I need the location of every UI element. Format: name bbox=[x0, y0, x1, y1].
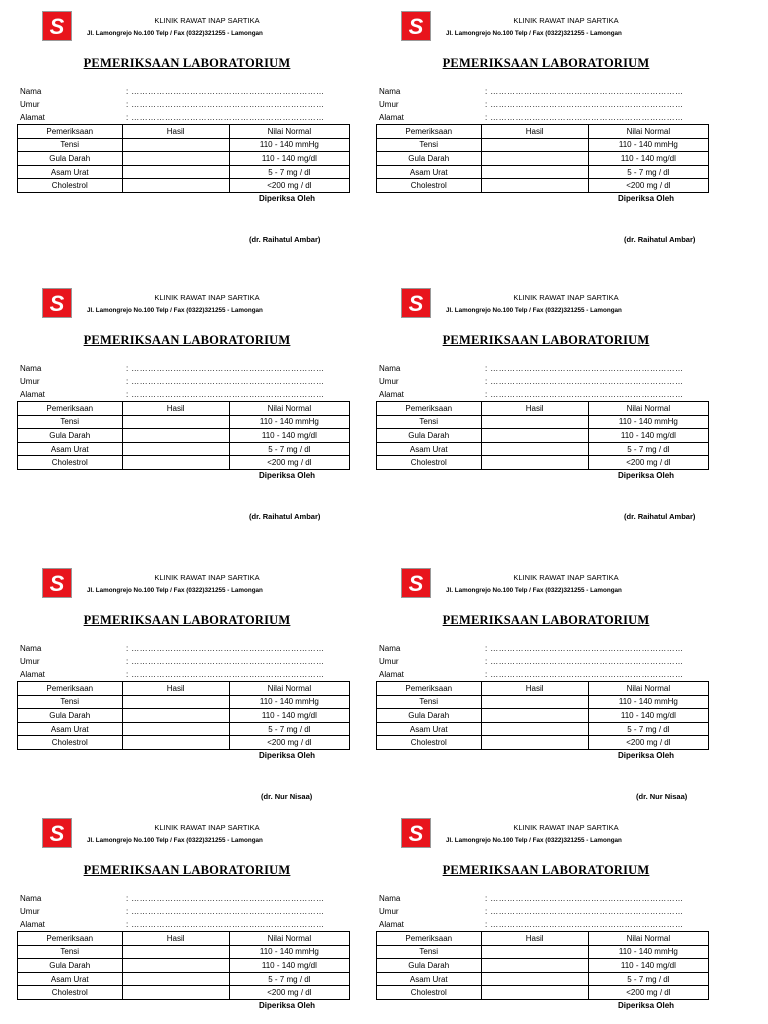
normal-value-cell: 110 - 140 mg/dl bbox=[588, 709, 708, 723]
table-header-row bbox=[18, 402, 350, 416]
table-row bbox=[377, 709, 709, 723]
table-row bbox=[18, 165, 350, 179]
test-name-cell: Gula Darah bbox=[377, 959, 482, 973]
test-name-cell: Cholestrol bbox=[18, 179, 123, 193]
test-name-cell: Asam Urat bbox=[377, 442, 482, 456]
result-cell[interactable] bbox=[122, 972, 229, 986]
logo-letter: S bbox=[49, 571, 65, 596]
normal-value-cell: <200 mg / dl bbox=[588, 456, 708, 470]
test-name-cell: Asam Urat bbox=[377, 972, 482, 986]
logo-letter: S bbox=[49, 14, 65, 39]
result-cell[interactable] bbox=[481, 959, 588, 973]
normal-value-cell: <200 mg / dl bbox=[229, 456, 349, 470]
field-label: Nama bbox=[20, 894, 42, 903]
test-name-cell: Tensi bbox=[377, 138, 482, 152]
logo-letter: S bbox=[408, 821, 424, 846]
test-name-cell: Gula Darah bbox=[18, 429, 123, 443]
normal-value-cell: 110 - 140 mg/dl bbox=[229, 429, 349, 443]
result-cell[interactable] bbox=[122, 722, 229, 736]
normal-value-cell: 110 - 140 mmHg bbox=[229, 695, 349, 709]
clinic-name: KLINIK RAWAT INAP SARTIKA bbox=[154, 823, 260, 832]
result-cell[interactable] bbox=[122, 152, 229, 166]
lab-form-card bbox=[17, 568, 357, 838]
result-cell[interactable] bbox=[122, 695, 229, 709]
table-row bbox=[18, 695, 350, 709]
table-row bbox=[18, 152, 350, 166]
test-name-cell: Tensi bbox=[18, 415, 123, 429]
table-row bbox=[18, 456, 350, 470]
result-cell[interactable] bbox=[122, 165, 229, 179]
doctor-signature-name: (dr. Nur Nisaa) bbox=[261, 792, 313, 801]
field-label: Umur bbox=[379, 100, 399, 109]
field-label: Nama bbox=[379, 894, 401, 903]
normal-value-cell: 5 - 7 mg / dl bbox=[588, 972, 708, 986]
table-row bbox=[18, 442, 350, 456]
table-header-row bbox=[377, 125, 709, 139]
field-label: Alamat bbox=[20, 920, 45, 929]
test-name-cell: Cholestrol bbox=[18, 736, 123, 750]
table-row bbox=[377, 415, 709, 429]
normal-value-cell: 110 - 140 mg/dl bbox=[588, 429, 708, 443]
test-name-cell: Gula Darah bbox=[377, 152, 482, 166]
column-header: Nilai Normal bbox=[588, 932, 708, 946]
test-name-cell: Asam Urat bbox=[18, 722, 123, 736]
lab-form-card bbox=[376, 818, 716, 1024]
table-row bbox=[18, 945, 350, 959]
field-value-line[interactable]: : …………………………………………………………… bbox=[126, 377, 325, 386]
field-value-line[interactable]: : …………………………………………………………… bbox=[126, 390, 325, 399]
field-label: Umur bbox=[379, 377, 399, 386]
clinic-address: Jl. Lamongrejo No.100 Telp / Fax (0322)321255 - Lamongan bbox=[446, 837, 622, 844]
clinic-name: KLINIK RAWAT INAP SARTIKA bbox=[513, 573, 619, 582]
table-row bbox=[18, 179, 350, 193]
doctor-signature-name: (dr. Raihatul Ambar) bbox=[249, 235, 321, 244]
field-value-line[interactable]: : …………………………………………………………… bbox=[485, 907, 684, 916]
doctor-signature-name: (dr. Raihatul Ambar) bbox=[624, 512, 696, 521]
result-cell[interactable] bbox=[122, 429, 229, 443]
lab-form-card bbox=[376, 11, 716, 281]
test-name-cell: Cholestrol bbox=[377, 179, 482, 193]
table-row bbox=[377, 152, 709, 166]
result-cell[interactable] bbox=[481, 415, 588, 429]
lab-form-card bbox=[376, 288, 716, 558]
checked-by-label: Diperiksa Oleh bbox=[618, 751, 675, 760]
clinic-address: Jl. Lamongrejo No.100 Telp / Fax (0322)321255 - Lamongan bbox=[87, 587, 263, 594]
normal-value-cell: 110 - 140 mmHg bbox=[229, 945, 349, 959]
test-name-cell: Cholestrol bbox=[18, 456, 123, 470]
table-header-row bbox=[377, 932, 709, 946]
field-value-line[interactable]: : …………………………………………………………… bbox=[126, 657, 325, 666]
normal-value-cell: 110 - 140 mmHg bbox=[588, 945, 708, 959]
test-name-cell: Asam Urat bbox=[377, 165, 482, 179]
field-value-line[interactable]: : …………………………………………………………… bbox=[126, 920, 325, 929]
table-row bbox=[18, 959, 350, 973]
checked-by-label: Diperiksa Oleh bbox=[618, 471, 675, 480]
field-value-line[interactable]: : …………………………………………………………… bbox=[485, 670, 684, 679]
column-header: Nilai Normal bbox=[588, 402, 708, 416]
form-title: PEMERIKSAAN LABORATORIUM bbox=[442, 56, 650, 70]
test-name-cell: Asam Urat bbox=[18, 972, 123, 986]
form-title: PEMERIKSAAN LABORATORIUM bbox=[442, 613, 650, 627]
normal-value-cell: 5 - 7 mg / dl bbox=[229, 442, 349, 456]
logo-letter: S bbox=[49, 291, 65, 316]
table-row bbox=[18, 709, 350, 723]
test-name-cell: Cholestrol bbox=[377, 986, 482, 1000]
clinic-address: Jl. Lamongrejo No.100 Telp / Fax (0322)321255 - Lamongan bbox=[446, 587, 622, 594]
test-name-cell: Tensi bbox=[377, 415, 482, 429]
lab-results-table bbox=[376, 124, 709, 193]
field-value-line[interactable]: : …………………………………………………………… bbox=[485, 113, 684, 122]
field-value-line[interactable]: : …………………………………………………………… bbox=[485, 920, 684, 929]
field-value-line[interactable]: : …………………………………………………………… bbox=[126, 894, 325, 903]
field-value-line[interactable]: : …………………………………………………………… bbox=[485, 377, 684, 386]
normal-value-cell: <200 mg / dl bbox=[229, 736, 349, 750]
normal-value-cell: 110 - 140 mmHg bbox=[588, 415, 708, 429]
table-row bbox=[377, 179, 709, 193]
normal-value-cell: 5 - 7 mg / dl bbox=[229, 972, 349, 986]
field-label: Umur bbox=[379, 907, 399, 916]
form-title: PEMERIKSAAN LABORATORIUM bbox=[83, 613, 291, 627]
table-header-row bbox=[377, 402, 709, 416]
result-cell[interactable] bbox=[122, 442, 229, 456]
normal-value-cell: 5 - 7 mg / dl bbox=[588, 442, 708, 456]
test-name-cell: Gula Darah bbox=[377, 709, 482, 723]
lab-results-table bbox=[376, 931, 709, 1000]
table-row bbox=[18, 415, 350, 429]
column-header: Pemeriksaan bbox=[377, 125, 482, 139]
field-label: Alamat bbox=[379, 113, 404, 122]
doctor-signature-name: (dr. Raihatul Ambar) bbox=[249, 512, 321, 521]
table-row bbox=[18, 972, 350, 986]
table-row bbox=[377, 986, 709, 1000]
field-label: Alamat bbox=[20, 390, 45, 399]
result-cell[interactable] bbox=[122, 138, 229, 152]
column-header: Hasil bbox=[481, 125, 588, 139]
test-name-cell: Asam Urat bbox=[18, 442, 123, 456]
test-name-cell: Gula Darah bbox=[18, 152, 123, 166]
test-name-cell: Cholestrol bbox=[377, 456, 482, 470]
result-cell[interactable] bbox=[481, 138, 588, 152]
column-header: Pemeriksaan bbox=[18, 125, 123, 139]
normal-value-cell: <200 mg / dl bbox=[229, 179, 349, 193]
field-value-line[interactable]: : …………………………………………………………… bbox=[126, 907, 325, 916]
normal-value-cell: <200 mg / dl bbox=[588, 986, 708, 1000]
column-header: Hasil bbox=[481, 402, 588, 416]
logo-letter: S bbox=[408, 14, 424, 39]
clinic-address: Jl. Lamongrejo No.100 Telp / Fax (0322)321255 - Lamongan bbox=[446, 307, 622, 314]
result-cell[interactable] bbox=[122, 986, 229, 1000]
table-row bbox=[18, 986, 350, 1000]
result-cell[interactable] bbox=[122, 709, 229, 723]
checked-by-label: Diperiksa Oleh bbox=[259, 751, 316, 760]
clinic-name: KLINIK RAWAT INAP SARTIKA bbox=[154, 16, 260, 25]
test-name-cell: Tensi bbox=[377, 945, 482, 959]
doctor-signature-name: (dr. Nur Nisaa) bbox=[636, 792, 688, 801]
result-cell[interactable] bbox=[122, 736, 229, 750]
table-header-row bbox=[18, 125, 350, 139]
result-cell[interactable] bbox=[481, 736, 588, 750]
test-name-cell: Gula Darah bbox=[377, 429, 482, 443]
column-header: Pemeriksaan bbox=[377, 682, 482, 696]
lab-form-card bbox=[17, 11, 357, 281]
test-name-cell: Tensi bbox=[18, 138, 123, 152]
lab-results-table bbox=[376, 401, 709, 470]
field-label: Umur bbox=[20, 377, 40, 386]
field-label: Alamat bbox=[20, 670, 45, 679]
column-header: Pemeriksaan bbox=[18, 402, 123, 416]
field-label: Alamat bbox=[379, 670, 404, 679]
normal-value-cell: 110 - 140 mmHg bbox=[229, 138, 349, 152]
test-name-cell: Tensi bbox=[18, 695, 123, 709]
column-header: Hasil bbox=[481, 932, 588, 946]
test-name-cell: Cholestrol bbox=[377, 736, 482, 750]
field-value-line[interactable]: : …………………………………………………………… bbox=[485, 644, 684, 653]
lab-results-table bbox=[17, 124, 350, 193]
test-name-cell: Gula Darah bbox=[18, 959, 123, 973]
clinic-name: KLINIK RAWAT INAP SARTIKA bbox=[154, 573, 260, 582]
normal-value-cell: 5 - 7 mg / dl bbox=[229, 722, 349, 736]
table-row bbox=[18, 722, 350, 736]
checked-by-label: Diperiksa Oleh bbox=[259, 471, 316, 480]
result-cell[interactable] bbox=[122, 179, 229, 193]
normal-value-cell: 110 - 140 mg/dl bbox=[229, 152, 349, 166]
result-cell[interactable] bbox=[481, 986, 588, 1000]
column-header: Nilai Normal bbox=[588, 125, 708, 139]
table-row bbox=[377, 138, 709, 152]
column-header: Nilai Normal bbox=[229, 682, 349, 696]
field-value-line[interactable]: : …………………………………………………………… bbox=[126, 670, 325, 679]
normal-value-cell: 110 - 140 mg/dl bbox=[588, 959, 708, 973]
lab-form-card bbox=[17, 818, 357, 1024]
table-row bbox=[18, 138, 350, 152]
normal-value-cell: 5 - 7 mg / dl bbox=[588, 165, 708, 179]
result-cell[interactable] bbox=[481, 429, 588, 443]
column-header: Nilai Normal bbox=[229, 125, 349, 139]
column-header: Pemeriksaan bbox=[18, 682, 123, 696]
lab-results-table bbox=[376, 681, 709, 750]
clinic-name: KLINIK RAWAT INAP SARTIKA bbox=[154, 293, 260, 302]
result-cell[interactable] bbox=[122, 415, 229, 429]
logo-letter: S bbox=[408, 571, 424, 596]
field-label: Alamat bbox=[379, 390, 404, 399]
column-header: Pemeriksaan bbox=[377, 402, 482, 416]
table-row bbox=[377, 429, 709, 443]
column-header: Hasil bbox=[122, 402, 229, 416]
field-label: Umur bbox=[20, 100, 40, 109]
field-value-line[interactable]: : …………………………………………………………… bbox=[126, 100, 325, 109]
test-name-cell: Gula Darah bbox=[18, 709, 123, 723]
field-value-line[interactable]: : …………………………………………………………… bbox=[126, 87, 325, 96]
test-name-cell: Tensi bbox=[18, 945, 123, 959]
normal-value-cell: 5 - 7 mg / dl bbox=[588, 722, 708, 736]
clinic-address: Jl. Lamongrejo No.100 Telp / Fax (0322)321255 - Lamongan bbox=[446, 30, 622, 37]
checked-by-label: Diperiksa Oleh bbox=[259, 1001, 316, 1010]
field-label: Umur bbox=[379, 657, 399, 666]
doctor-signature-name: (dr. Raihatul Ambar) bbox=[624, 235, 696, 244]
form-title: PEMERIKSAAN LABORATORIUM bbox=[442, 333, 650, 347]
form-title: PEMERIKSAAN LABORATORIUM bbox=[83, 333, 291, 347]
form-title: PEMERIKSAAN LABORATORIUM bbox=[83, 56, 291, 70]
normal-value-cell: 110 - 140 mmHg bbox=[588, 695, 708, 709]
table-header-row bbox=[18, 932, 350, 946]
field-value-line[interactable]: : …………………………………………………………… bbox=[485, 390, 684, 399]
clinic-address: Jl. Lamongrejo No.100 Telp / Fax (0322)321255 - Lamongan bbox=[87, 30, 263, 37]
clinic-name: KLINIK RAWAT INAP SARTIKA bbox=[513, 16, 619, 25]
lab-results-table bbox=[17, 931, 350, 1000]
normal-value-cell: 110 - 140 mg/dl bbox=[229, 959, 349, 973]
field-value-line[interactable]: : …………………………………………………………… bbox=[126, 644, 325, 653]
column-header: Nilai Normal bbox=[229, 932, 349, 946]
test-name-cell: Tensi bbox=[377, 695, 482, 709]
checked-by-label: Diperiksa Oleh bbox=[259, 194, 316, 203]
field-label: Nama bbox=[20, 364, 42, 373]
result-cell[interactable] bbox=[481, 179, 588, 193]
field-label: Nama bbox=[20, 87, 42, 96]
result-cell[interactable] bbox=[481, 945, 588, 959]
result-cell[interactable] bbox=[122, 959, 229, 973]
field-label: Nama bbox=[379, 364, 401, 373]
field-value-line[interactable]: : …………………………………………………………… bbox=[485, 87, 684, 96]
table-row bbox=[377, 736, 709, 750]
field-label: Alamat bbox=[20, 113, 45, 122]
normal-value-cell: 5 - 7 mg / dl bbox=[229, 165, 349, 179]
lab-results-table bbox=[17, 401, 350, 470]
column-header: Hasil bbox=[122, 932, 229, 946]
column-header: Hasil bbox=[122, 682, 229, 696]
table-row bbox=[18, 429, 350, 443]
clinic-name: KLINIK RAWAT INAP SARTIKA bbox=[513, 293, 619, 302]
lab-form-card bbox=[376, 568, 716, 838]
column-header: Hasil bbox=[481, 682, 588, 696]
form-title: PEMERIKSAAN LABORATORIUM bbox=[442, 863, 650, 877]
field-value-line[interactable]: : …………………………………………………………… bbox=[485, 894, 684, 903]
normal-value-cell: <200 mg / dl bbox=[229, 986, 349, 1000]
field-label: Alamat bbox=[379, 920, 404, 929]
lab-form-card bbox=[17, 288, 357, 558]
table-row bbox=[18, 736, 350, 750]
normal-value-cell: 110 - 140 mmHg bbox=[588, 138, 708, 152]
table-row bbox=[377, 722, 709, 736]
column-header: Nilai Normal bbox=[229, 402, 349, 416]
test-name-cell: Asam Urat bbox=[18, 165, 123, 179]
field-label: Umur bbox=[20, 907, 40, 916]
table-row bbox=[377, 165, 709, 179]
logo-letter: S bbox=[49, 821, 65, 846]
clinic-address: Jl. Lamongrejo No.100 Telp / Fax (0322)321255 - Lamongan bbox=[87, 307, 263, 314]
result-cell[interactable] bbox=[481, 709, 588, 723]
normal-value-cell: 110 - 140 mg/dl bbox=[229, 709, 349, 723]
field-value-line[interactable]: : …………………………………………………………… bbox=[485, 657, 684, 666]
lab-results-table bbox=[17, 681, 350, 750]
field-value-line[interactable]: : …………………………………………………………… bbox=[485, 100, 684, 109]
result-cell[interactable] bbox=[481, 152, 588, 166]
column-header: Nilai Normal bbox=[588, 682, 708, 696]
table-row bbox=[377, 695, 709, 709]
result-cell[interactable] bbox=[481, 972, 588, 986]
normal-value-cell: <200 mg / dl bbox=[588, 179, 708, 193]
form-title: PEMERIKSAAN LABORATORIUM bbox=[83, 863, 291, 877]
field-label: Nama bbox=[379, 87, 401, 96]
clinic-name: KLINIK RAWAT INAP SARTIKA bbox=[513, 823, 619, 832]
field-value-line[interactable]: : …………………………………………………………… bbox=[126, 113, 325, 122]
result-cell[interactable] bbox=[122, 945, 229, 959]
column-header: Hasil bbox=[122, 125, 229, 139]
column-header: Pemeriksaan bbox=[18, 932, 123, 946]
result-cell[interactable] bbox=[481, 722, 588, 736]
logo-letter: S bbox=[408, 291, 424, 316]
table-row bbox=[377, 972, 709, 986]
normal-value-cell: 110 - 140 mmHg bbox=[229, 415, 349, 429]
result-cell[interactable] bbox=[481, 442, 588, 456]
table-header-row bbox=[18, 682, 350, 696]
clinic-address: Jl. Lamongrejo No.100 Telp / Fax (0322)321255 - Lamongan bbox=[87, 837, 263, 844]
field-label: Nama bbox=[379, 644, 401, 653]
result-cell[interactable] bbox=[481, 456, 588, 470]
checked-by-label: Diperiksa Oleh bbox=[618, 194, 675, 203]
field-value-line[interactable]: : …………………………………………………………… bbox=[126, 364, 325, 373]
field-label: Nama bbox=[20, 644, 42, 653]
field-value-line[interactable]: : …………………………………………………………… bbox=[485, 364, 684, 373]
result-cell[interactable] bbox=[122, 456, 229, 470]
normal-value-cell: 110 - 140 mg/dl bbox=[588, 152, 708, 166]
table-row bbox=[377, 442, 709, 456]
test-name-cell: Cholestrol bbox=[18, 986, 123, 1000]
column-header: Pemeriksaan bbox=[377, 932, 482, 946]
normal-value-cell: <200 mg / dl bbox=[588, 736, 708, 750]
table-row bbox=[377, 959, 709, 973]
table-header-row bbox=[377, 682, 709, 696]
table-row bbox=[377, 945, 709, 959]
test-name-cell: Asam Urat bbox=[377, 722, 482, 736]
table-row bbox=[377, 456, 709, 470]
checked-by-label: Diperiksa Oleh bbox=[618, 1001, 675, 1010]
result-cell[interactable] bbox=[481, 695, 588, 709]
field-label: Umur bbox=[20, 657, 40, 666]
result-cell[interactable] bbox=[481, 165, 588, 179]
